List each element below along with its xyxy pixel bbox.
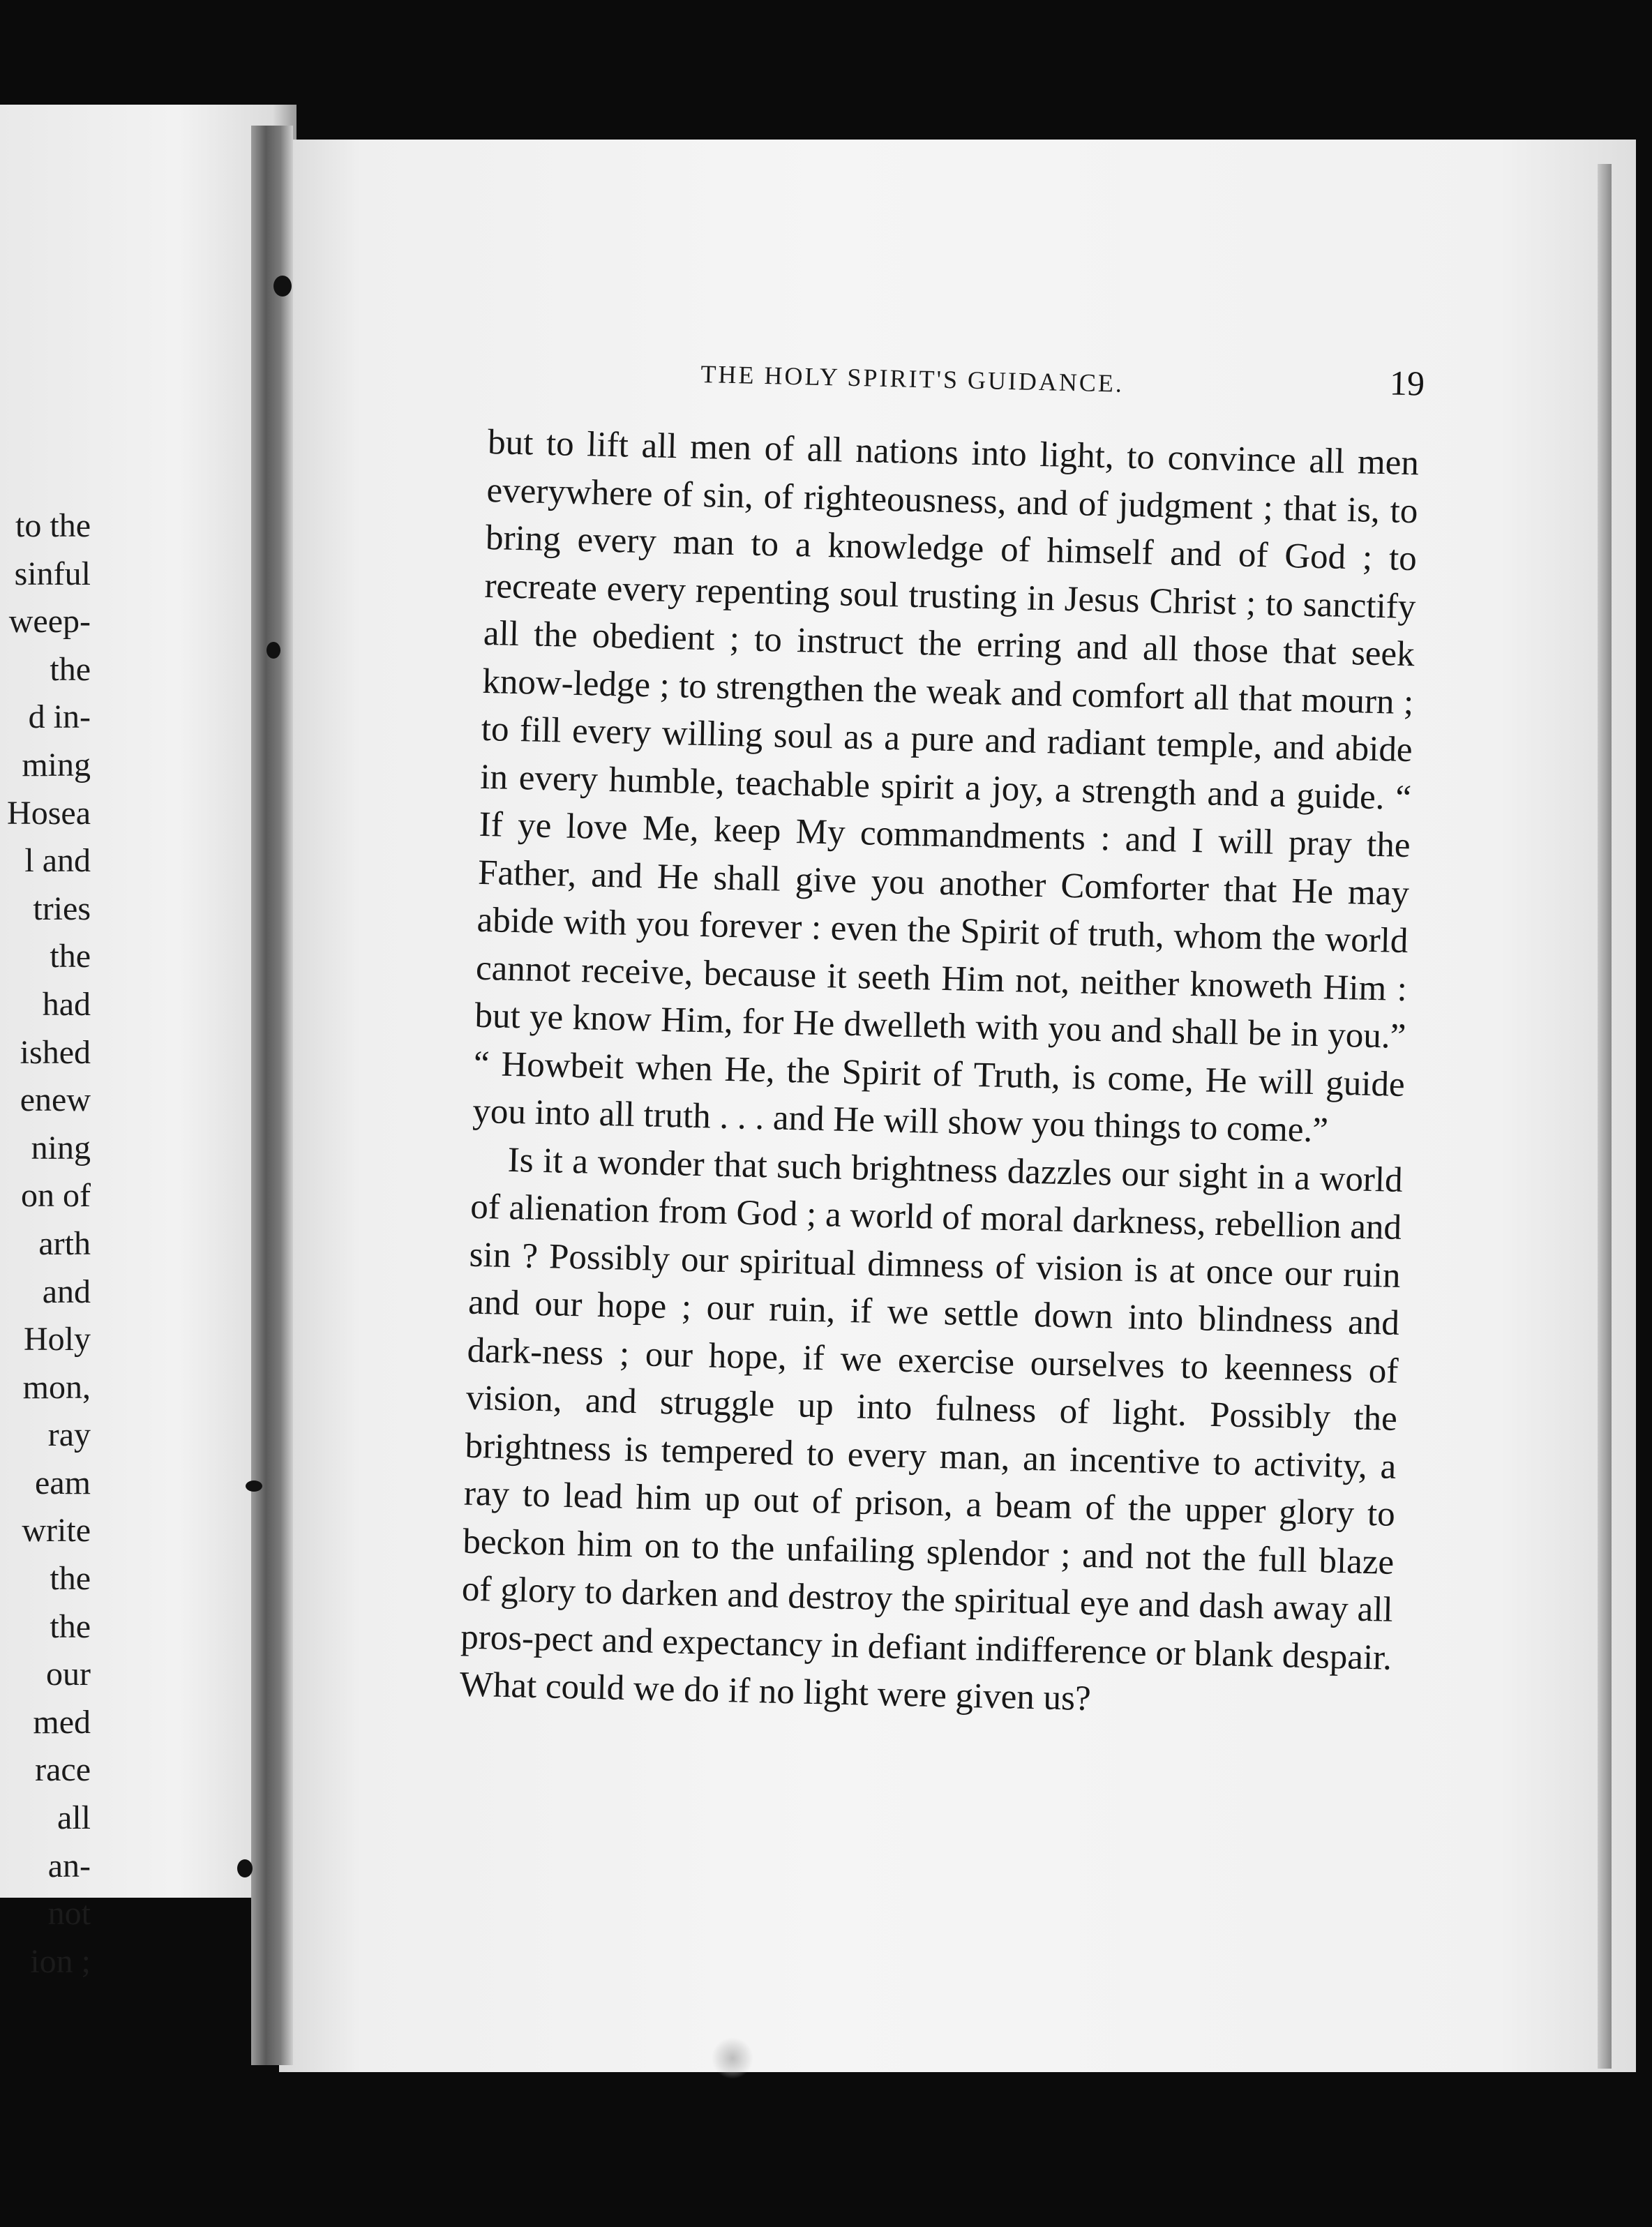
binding-hole-mark	[273, 276, 292, 297]
previous-page-line: to the	[15, 507, 91, 544]
binding-hole-mark	[266, 642, 280, 659]
previous-page-line: weep-	[8, 603, 91, 640]
previous-page-line: enew	[20, 1081, 91, 1119]
previous-page-line: the	[50, 650, 91, 688]
previous-page-line: med	[33, 1703, 91, 1741]
previous-page-line: tries	[33, 890, 91, 927]
previous-page-line: Holy	[24, 1321, 91, 1358]
previous-page-line: on of	[21, 1177, 91, 1215]
previous-page-text	[0, 502, 91, 1986]
previous-page-line: our	[46, 1656, 91, 1693]
previous-page-line: the	[50, 1560, 91, 1598]
previous-page-line: arth	[38, 1224, 91, 1262]
binding-hole-mark	[246, 1480, 262, 1492]
page-edge	[1598, 164, 1612, 2069]
previous-page-line: had	[42, 985, 91, 1023]
previous-page-line: l and	[24, 842, 91, 880]
previous-page-line: ray	[47, 1416, 91, 1454]
previous-page-line: ished	[20, 1033, 91, 1071]
previous-page-line: ming	[22, 746, 91, 783]
previous-page-line: mon,	[22, 1368, 91, 1406]
paragraph: but to lift all men of all nations into light, to convince all men everywhere of sin, of righteousness, and of judgment ; that is, to bring every man to a knowledge of himself and of God ; to recreate every repenting soul trusting in Jesus Christ ; to sanctify all the obedient ; to instruct the erring and all those that seek know-ledge ; to strengthen the weak and comfort all that mourn ; to fill every willing soul as a pure and radiant temple, and abide in every humble, teachable spirit a joy, a strength and a guide. “ If ye love Me, keep My commandments : and I will pray the Father, and He shall give you another Comforter that He may abide with you forever : even the Spirit of truth, whom the world cannot receive, because it seeth Him not, neither knoweth Him : but ye know Him, for He dwelleth with you and shall be in you.” “ Howbeit when He, the Spirit of Truth, is come, He will guide you into all truth . . . and He will show you things to come.”	[472, 422, 1420, 1150]
previous-page-line: ion ;	[30, 1942, 91, 1980]
previous-page-line: ning	[31, 1129, 91, 1167]
paper-smudge	[712, 2037, 753, 2079]
previous-page-line: d in-	[28, 698, 91, 736]
previous-page-line: and	[42, 1273, 91, 1310]
running-head: THE HOLY SPIRIT'S GUIDANCE.	[700, 359, 1125, 398]
previous-page-line: an-	[47, 1847, 91, 1884]
previous-page-line: the	[50, 1607, 91, 1645]
previous-page-line: race	[35, 1751, 91, 1789]
previous-page-line: write	[22, 1512, 91, 1550]
page-number: 19	[1389, 363, 1425, 403]
previous-page-line: Hosea	[7, 794, 91, 832]
previous-page-line: all	[57, 1799, 91, 1837]
previous-page-line: eam	[35, 1464, 91, 1501]
previous-page-line: the	[50, 938, 91, 975]
binding-hole-mark	[237, 1859, 253, 1877]
paragraph: Is it a wonder that such brightness dazzles our sight in a world of alienation from God ; a world of moral darkness, rebellion and sin ? Possibly our spiritual dimness of vision is at once our ruin and our hope ; our ruin, if we settle down into blindness and dark-ness ; our hope, if we exercise ourselves to keenness of vision, and struggle up into fulness of light. Possibly the brightness is tempered to every man, an incentive to activity, a ray to lead him up out of prison, a beam of the upper glory to beckon him on to the unfailing splendor ; and not the full blaze of glory to darken and destroy the spiritual eye and dash away all pros-pect and expectancy in defiant indifference or blank despair. What could we do if no light were given us?	[459, 1140, 1404, 1719]
previous-page-line: not	[47, 1895, 91, 1933]
body-text	[459, 419, 1420, 1730]
previous-page-line: sinful	[14, 555, 91, 592]
book-gutter	[251, 126, 293, 2065]
